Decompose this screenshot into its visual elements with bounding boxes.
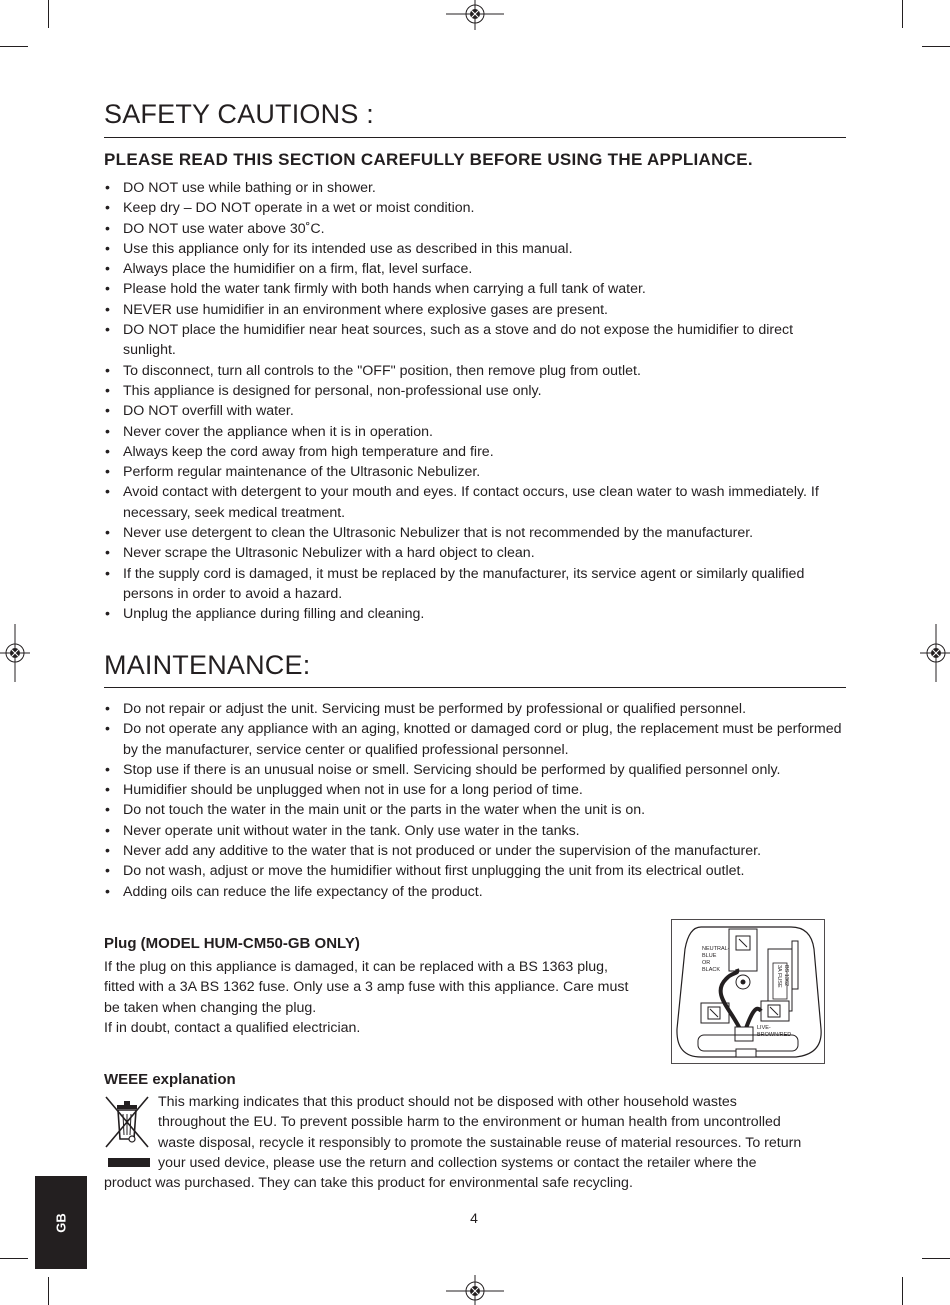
weee-line: product was purchased. They can take this product for environmental safe recycling.	[104, 1175, 633, 1191]
safety-divider	[104, 137, 846, 138]
list-item: • Always place the humidifier on a firm, flat, level surface.	[104, 259, 846, 279]
neutral-label: OR	[702, 960, 711, 966]
list-item: • Never use detergent to clean the Ultrasonic Nebulizer that is not recommended by the manufacturer.	[104, 523, 846, 543]
weee-line: This marking indicates that this product should not be disposed with other household wastes	[158, 1094, 737, 1110]
list-item: • Always keep the cord away from high temperature and fire.	[104, 442, 846, 462]
maintenance-divider	[104, 687, 846, 688]
list-item: • Humidifier should be unplugged when not in use for a long period of time.	[104, 780, 846, 800]
list-item: • Use this appliance only for its intended use as described in this manual.	[104, 239, 846, 259]
weee-text	[158, 1092, 858, 1173]
registration-mark-right	[920, 624, 950, 682]
neutral-label: BLUE	[702, 953, 717, 959]
list-item: • Adding oils can reduce the life expectancy of the product.	[104, 882, 846, 902]
list-item: • DO NOT overfill with water.	[104, 401, 846, 421]
list-item: • Do not operate any appliance with an aging, knotted or damaged cord or plug, the replacement must be performed by the manufacturer, service center or qualified professional personnel.	[104, 719, 846, 760]
list-item: • If the supply cord is damaged, it must be replaced by the manufacturer, its service agent or similarly qualified persons in order to avoid a hazard.	[104, 564, 846, 605]
live-label: BROWN/RED	[757, 1032, 792, 1038]
weee-line: waste disposal, recycle it responsibly to promote the sustainable reuse of material resources. To return	[158, 1134, 802, 1151]
weee-crossed-bin-icon	[104, 1095, 152, 1170]
list-item: • Perform regular maintenance of the Ultrasonic Nebulizer.	[104, 462, 846, 482]
plug-text	[104, 957, 664, 1038]
list-item: • Unplug the appliance during filling and cleaning.	[104, 604, 846, 624]
maintenance-list	[104, 699, 846, 902]
language-tab	[35, 1176, 87, 1269]
list-item: • DO NOT place the humidifier near heat sources, such as a stove and do not expose the humidifier to direct sunlight.	[104, 320, 846, 361]
weee-line: throughout the EU. To prevent possible harm to the environment or human health from uncontrolled	[158, 1114, 781, 1131]
list-item: • Never scrape the Ultrasonic Nebulizer with a hard object to clean.	[104, 543, 846, 563]
list-item: • Please hold the water tank firmly with both hands when carrying a full tank of water.	[104, 279, 846, 299]
list-item: • Never cover the appliance when it is in operation.	[104, 422, 846, 442]
plug-line: fitted with a 3A BS 1362 fuse. Only use a 3 amp fuse with this appliance. Care must	[104, 979, 629, 996]
plug-line: If in doubt, contact a qualified electrician.	[104, 1019, 361, 1036]
maintenance-title: MAINTENANCE:	[104, 650, 311, 680]
list-item: • Keep dry – DO NOT operate in a wet or moist condition.	[104, 198, 846, 218]
registration-mark-bottom	[446, 1275, 504, 1305]
list-item: • DO NOT use while bathing or in shower.	[104, 178, 846, 198]
safety-title: SAFETY CAUTIONS :	[104, 99, 374, 129]
list-item: • Do not repair or adjust the unit. Servicing must be performed by professional or qualified personnel.	[104, 699, 846, 719]
language-tab-label: GB	[53, 1212, 69, 1233]
list-item: • Do not touch the water in the main unit or the parts in the water when the unit is on.	[104, 800, 846, 820]
page-number: 4	[470, 1210, 478, 1226]
list-item: • This appliance is designed for personal, non-professional use only.	[104, 381, 846, 401]
registration-mark-top	[446, 0, 504, 30]
list-item: • Stop use if there is an unusual noise or smell. Servicing should be performed by qualified personnel only.	[104, 760, 846, 780]
plug-line: If the plug on this appliance is damaged, it can be replaced with a BS 1363 plug,	[104, 959, 608, 975]
list-item: • Never add any additive to the water that is not produced or under the supervision of the manufacturer.	[104, 841, 846, 861]
fuse-label: BS 1362	[783, 965, 789, 987]
live-label: LIVE-	[757, 1025, 771, 1031]
list-item: • Avoid contact with detergent to your mouth and eyes. If contact occurs, use clean water to wash immediately. If necessary, seek medical treatment.	[104, 482, 846, 523]
neutral-label: BLACK	[702, 967, 721, 973]
weee-line: your used device, please use the return and collection systems or contact the retailer where the	[158, 1154, 757, 1171]
weee-title: WEEE explanation	[104, 1071, 236, 1088]
neutral-label: NEUTRAL-	[702, 946, 730, 952]
plug-wiring-diagram	[671, 919, 825, 1064]
safety-subtitle: PLEASE READ THIS SECTION CAREFULLY BEFORE USING THE APPLIANCE.	[104, 150, 753, 169]
list-item: • To disconnect, turn all controls to the "OFF" position, then remove plug from outlet.	[104, 361, 846, 381]
plug-line: be taken when changing the plug.	[104, 999, 317, 1016]
fuse-label: 3A FUSE	[776, 965, 782, 988]
list-item: • NEVER use humidifier in an environment where explosive gases are present.	[104, 300, 846, 320]
list-item: • Never operate unit without water in the tank. Only use water in the tanks.	[104, 821, 846, 841]
registration-mark-left	[0, 624, 30, 682]
plug-title: Plug (MODEL HUM-CM50-GB ONLY)	[104, 935, 360, 952]
list-item: • DO NOT use water above 30˚C.	[104, 219, 846, 239]
list-item: • Do not wash, adjust or move the humidifier without first unplugging the unit from its electrical outlet.	[104, 861, 846, 881]
safety-list	[104, 178, 846, 625]
